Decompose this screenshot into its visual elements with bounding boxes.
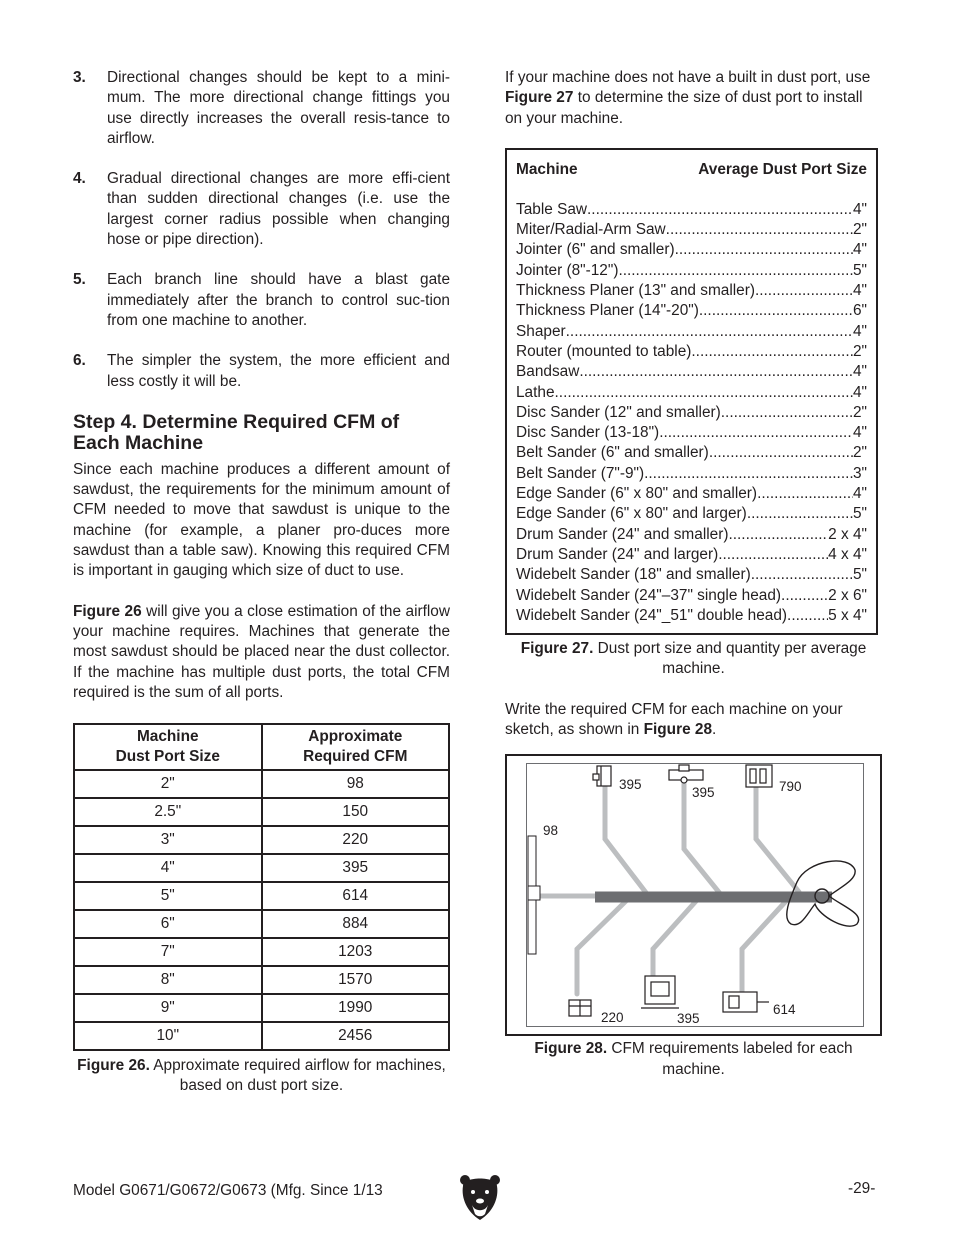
port-size: 2 x 4" (828, 525, 867, 543)
dot-leader (579, 362, 853, 382)
machine-name: Edge Sander (6" x 80" and smaller) (516, 485, 758, 503)
cfm-label: 614 (773, 1002, 796, 1018)
bear-logo-icon (459, 1172, 501, 1222)
cell-port-size: 9" (74, 994, 262, 1022)
cell-cfm: 395 (262, 854, 450, 882)
figure-ref: Figure 26 (73, 602, 142, 620)
table-row (74, 826, 449, 854)
cell-port-size: 4" (74, 854, 262, 882)
branch-line (653, 900, 697, 976)
cfm-label: 790 (779, 779, 802, 795)
table-saw-icon (669, 765, 703, 783)
jointer-icon (593, 766, 611, 786)
dot-leader (691, 342, 853, 362)
header-machine: Machine (516, 160, 578, 178)
list-item (516, 565, 867, 585)
machine-name: Jointer (8"-12") (516, 261, 619, 279)
branch-line (684, 784, 722, 896)
machine-name: Jointer (6" and smaller) (516, 241, 675, 259)
wall-port-icon (528, 886, 540, 900)
table-row (74, 882, 449, 910)
port-size: 4" (852, 424, 867, 442)
bandsaw-icon (641, 976, 679, 1008)
item-number: 6. (73, 352, 86, 370)
branch-line (742, 900, 787, 1000)
list-item (516, 403, 867, 423)
port-size: 5" (852, 566, 867, 584)
list-item (73, 68, 450, 149)
table-row (74, 966, 449, 994)
item-text: The simpler the system, the more efficient and less costly it will be. (107, 352, 450, 390)
cell-cfm: 150 (262, 798, 450, 826)
port-size: 4" (852, 282, 867, 300)
page-number: -29- (848, 1180, 876, 1197)
machine-name: Bandsaw (516, 363, 580, 381)
dot-leader (659, 423, 853, 443)
machine-name: Shaper (516, 322, 566, 340)
cell-cfm: 1990 (262, 994, 450, 1022)
ducting-sketch (527, 764, 863, 1026)
item-text: Gradual directional changes are more effi-cient than sudden directional changes (i.e. use the largest corner radius possible when changing hose or pipe direction). (107, 170, 450, 249)
table-row (74, 1022, 449, 1050)
dot-leader (644, 464, 853, 484)
list-item (516, 281, 867, 301)
port-size: 4" (852, 485, 867, 503)
dot-leader (781, 586, 828, 606)
machine-name: Miter/Radial-Arm Saw (516, 221, 666, 239)
table-row (74, 938, 449, 966)
port-size: 5" (852, 261, 867, 279)
cell-cfm: 98 (262, 770, 450, 798)
intro-paragraph: Since each machine produces a different amount of sawdust, the requirements for the minimum amount of CFM needed to move that sawdust is unique to the machine (for example, a planer pro-duces more sawdust than a table saw). Knowing this required CFM is important in gauging which size of duct to use. (73, 460, 450, 580)
machine-name: Drum Sander (24" and smaller) (516, 525, 729, 543)
item-number: 3. (73, 69, 86, 86)
footer-model: Model G0671/G0672/G0673 (Mfg. Since 1/13 (73, 1182, 383, 1199)
port-intro-paragraph: If your machine does not have a built in dust port, use Figure 27 to determine the size of dust port to install on your machine. (505, 69, 871, 127)
machine-name: Drum Sander (24" and larger) (516, 545, 719, 563)
machine-name: Disc Sander (13-18") (516, 424, 660, 442)
drum-sander-icon (723, 992, 769, 1012)
table-row (74, 770, 449, 798)
dot-leader (718, 545, 828, 565)
machine-name: Edge Sander (6" x 80" and larger) (516, 505, 747, 523)
dot-leader (747, 504, 853, 524)
port-size: 6" (852, 302, 867, 320)
list-item (516, 342, 867, 362)
list-item (516, 322, 867, 342)
cell-cfm: 1203 (262, 938, 450, 966)
section-heading: Step 4. Determine Required CFM of Each Machine (73, 410, 400, 454)
list-item (516, 383, 867, 403)
figure26-caption: Figure 26. Approximate required airflow for machines, based on dust port size. (77, 1057, 446, 1095)
list-item (516, 586, 867, 606)
cell-cfm: 884 (262, 910, 450, 938)
machine-name: Router (mounted to table) (516, 342, 692, 360)
dot-leader (675, 240, 853, 260)
port-size: 2 x 6" (828, 586, 867, 604)
router-table-icon (569, 1000, 591, 1016)
machine-name: Belt Sander (7"-9") (516, 464, 645, 482)
list-item (516, 261, 867, 281)
numbered-list (73, 68, 450, 392)
left-column (73, 68, 450, 1097)
cell-cfm: 1570 (262, 966, 450, 994)
list-item (73, 270, 450, 331)
list-item (516, 484, 867, 504)
machine-name: Belt Sander (6" and smaller) (516, 444, 709, 462)
table-row (74, 854, 449, 882)
cell-port-size: 2.5" (74, 798, 262, 826)
item-number: 4. (73, 170, 86, 188)
list-item (516, 464, 867, 484)
port-size: 4 x 4" (828, 545, 867, 563)
figure28-diagram (505, 754, 882, 1036)
figure28-caption: Figure 28. CFM requirements labeled for each machine. (534, 1040, 853, 1078)
branch-line (577, 900, 627, 994)
dot-leader (666, 220, 853, 240)
port-size: 4" (852, 363, 867, 381)
dot-leader (787, 606, 828, 626)
port-size: 2" (852, 444, 867, 462)
machine-name: Disc Sander (12" and smaller) (516, 403, 721, 421)
dot-leader (709, 443, 853, 463)
port-size: 2" (852, 403, 867, 421)
col-header-port-size: Machine Dust Port Size (74, 724, 262, 770)
shop-layout (526, 763, 864, 1027)
dust-port-size-list (505, 148, 878, 635)
cfm-label: 220 (601, 1010, 624, 1026)
port-size: 4" (852, 241, 867, 259)
dot-leader (555, 383, 853, 403)
cfm-label: 395 (677, 1011, 700, 1027)
list-item (516, 240, 867, 260)
port-size: 4" (852, 322, 867, 340)
cfm-table (73, 723, 450, 1051)
machine-name: Widebelt Sander (24"–37" single head) (516, 586, 782, 604)
list-item (516, 443, 867, 463)
cell-port-size: 10" (74, 1022, 262, 1050)
list-item (516, 362, 867, 382)
list-item (73, 169, 450, 250)
port-size: 2" (852, 221, 867, 239)
branch-line (756, 784, 799, 892)
planer-icon (746, 765, 772, 787)
list-item (516, 504, 867, 524)
port-size: 4" (852, 200, 867, 218)
table-row (74, 798, 449, 826)
item-text: Each branch line should have a blast gate immediately after the branch to control suc-tion from one machine to another. (107, 271, 450, 329)
machine-name: Lathe (516, 383, 555, 401)
dot-leader (587, 200, 853, 220)
dot-leader (755, 281, 853, 301)
dot-leader (728, 525, 828, 545)
cfm-label: 395 (619, 777, 642, 793)
cell-port-size: 8" (74, 966, 262, 994)
cell-port-size: 3" (74, 826, 262, 854)
machine-name: Widebelt Sander (24"_51" double head) (516, 606, 788, 624)
table-row (74, 910, 449, 938)
figure27-caption: Figure 27. Dust port size and quantity per average machine. (520, 640, 867, 678)
write-cfm-paragraph: Write the required CFM for each machine on your sketch, as shown in Figure 28. (505, 700, 843, 739)
dot-leader (566, 322, 853, 342)
header-port-size: Average Dust Port Size (698, 160, 867, 178)
table-row (74, 994, 449, 1022)
list-item (516, 525, 867, 545)
cell-cfm: 220 (262, 826, 450, 854)
cell-port-size: 5" (74, 882, 262, 910)
cell-port-size: 2" (74, 770, 262, 798)
port-list-header (516, 160, 867, 180)
list-item (516, 301, 867, 321)
port-size: 3" (852, 464, 867, 482)
list-item (516, 606, 867, 626)
figure26-paragraph (73, 602, 450, 703)
cfm-label: 395 (692, 785, 715, 801)
machine-name: Thickness Planer (13" and smaller) (516, 282, 755, 300)
machine-name: Thickness Planer (14"-20") (516, 302, 699, 320)
dot-leader (699, 301, 853, 321)
paragraph-text: will give you a close estimation of the airflow your machine requires. Machines that generate the most sawdust should be placed near the dust collector. If the machine has multiple dust ports, the total CFM required is the sum of all ports. (73, 602, 450, 701)
item-number: 5. (73, 271, 86, 289)
machine-name: Widebelt Sander (18" and smaller) (516, 566, 751, 584)
item-text: Directional changes should be kept to a mini-mum. The more directional change fittings you use directly increases the overall resis-tance to airflow. (107, 69, 450, 147)
machine-name: Table Saw (516, 200, 588, 218)
port-size: 5 x 4" (828, 606, 867, 624)
list-item (73, 351, 450, 392)
cell-port-size: 7" (74, 938, 262, 966)
cell-port-size: 6" (74, 910, 262, 938)
cell-cfm: 2456 (262, 1022, 450, 1050)
port-size: 4" (852, 383, 867, 401)
list-item (516, 545, 867, 565)
col-header-cfm: Approximate Required CFM (262, 724, 450, 770)
cfm-label: 98 (543, 823, 559, 839)
branch-line (605, 782, 647, 894)
dot-leader (751, 565, 853, 585)
port-size: 2" (852, 342, 867, 360)
right-column (505, 68, 882, 1080)
list-item (516, 220, 867, 240)
table-header-row (74, 724, 449, 770)
list-item (516, 200, 867, 220)
port-size: 5" (852, 505, 867, 523)
dot-leader (721, 403, 853, 423)
list-item (516, 423, 867, 443)
cell-cfm: 614 (262, 882, 450, 910)
dot-leader (618, 261, 853, 281)
dot-leader (757, 484, 853, 504)
